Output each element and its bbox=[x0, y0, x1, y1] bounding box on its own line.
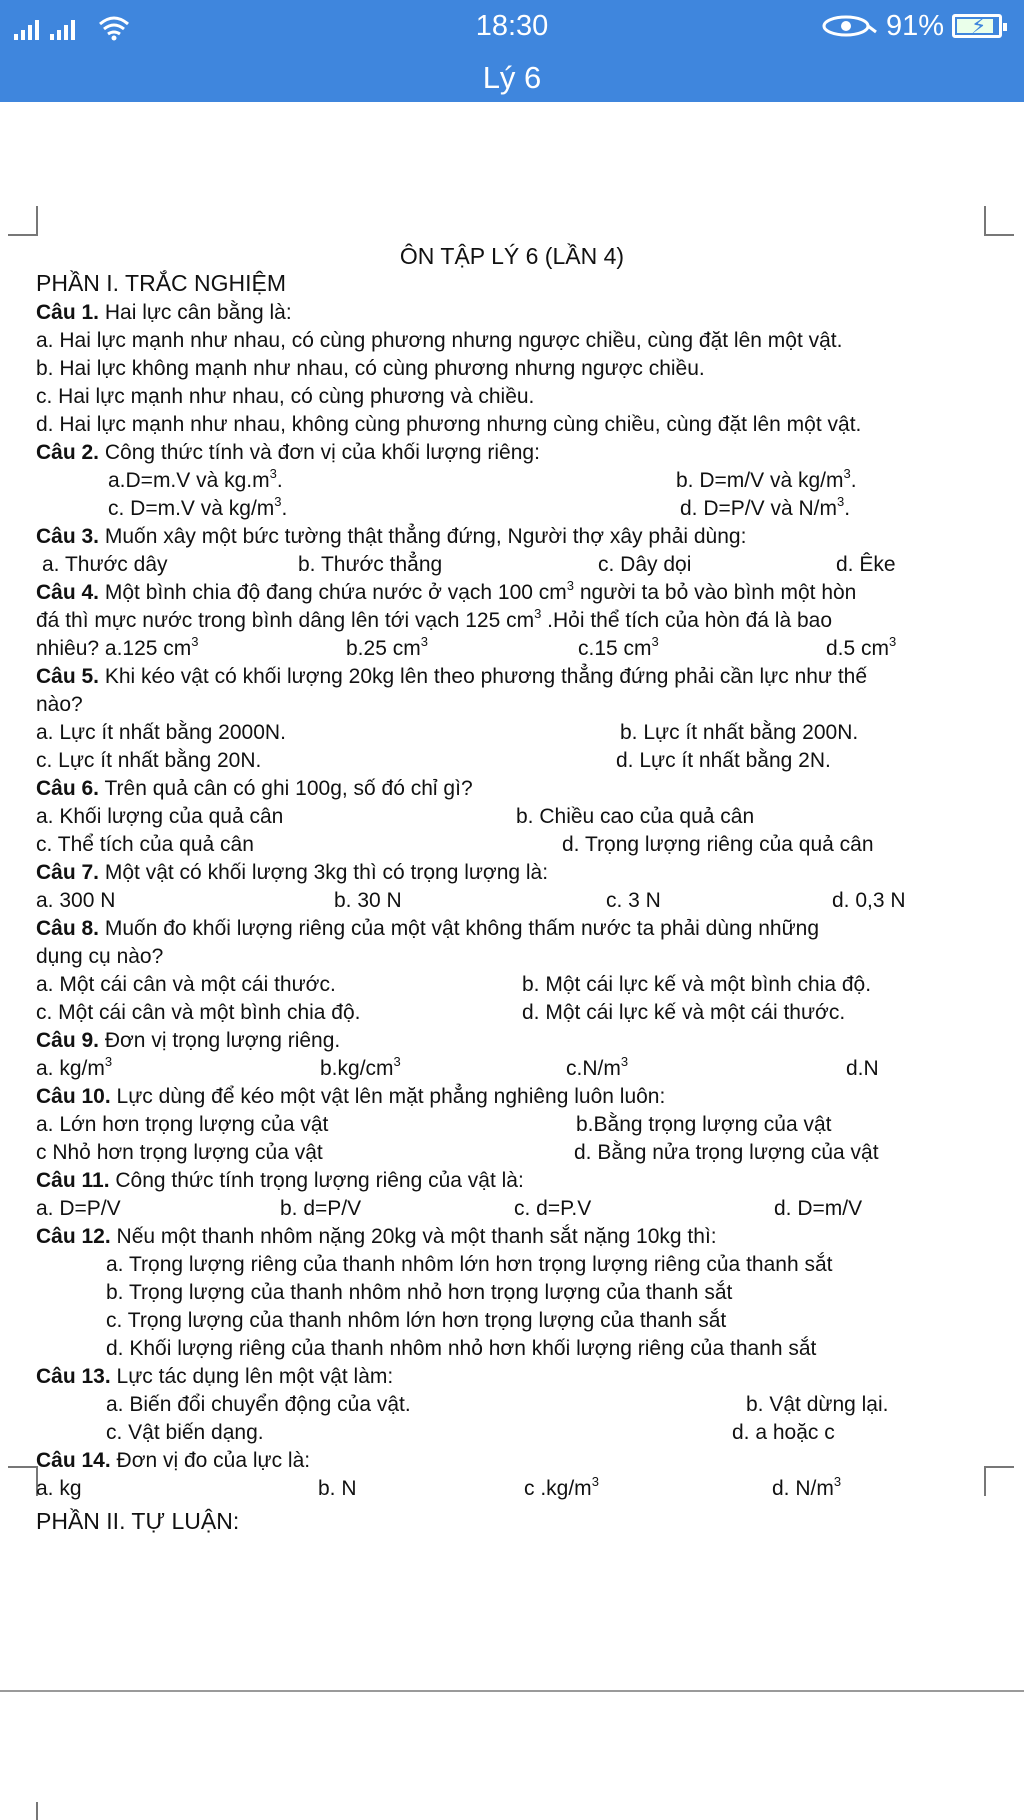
answer-12a: a. Trọng lượng riêng của thanh nhôm lớn hơn trọng lượng riêng của thanh sắt bbox=[106, 1253, 833, 1276]
answer-3d: d. Êke bbox=[836, 553, 896, 576]
page-title: Lý 6 bbox=[482, 60, 542, 95]
answer-13d: d. a hoặc c bbox=[732, 1421, 835, 1444]
answer-9b: $b.kg/cm^3$ bbox=[320, 1054, 401, 1080]
answer-10a: a. Lớn hơn trọng lượng của vật bbox=[36, 1113, 329, 1136]
page-corner-mark bbox=[984, 234, 1014, 236]
answer-2a: a.D=m.V và $kg.m^3$. bbox=[108, 466, 283, 492]
answer-8b: b. Một cái lực kế và một bình chia độ. bbox=[522, 973, 872, 996]
answer-9c: $c.N/m^3$ bbox=[566, 1054, 629, 1080]
question-9: Câu 9. Đơn vị trọng lượng riêng. bbox=[36, 1029, 341, 1052]
answer-9d: d.N bbox=[846, 1057, 879, 1080]
answer-3a: a. Thước dây bbox=[42, 553, 168, 576]
answer-4d: d.5 $cm^3$ bbox=[826, 634, 897, 660]
answer-14b: b. N bbox=[318, 1477, 357, 1500]
question-1: Câu 1. Hai lực cân bằng là: bbox=[36, 301, 292, 324]
question-8-line-2: dụng cụ nào? bbox=[36, 945, 164, 968]
answer-6a: a. Khối lượng của quả cân bbox=[36, 805, 284, 828]
question-3: Câu 3. Muốn xây một bức tường thật thẳng đứng, Người thợ xây phải dùng: bbox=[36, 525, 747, 548]
answer-5d: d. Lực ít nhất bằng 2N. bbox=[616, 749, 831, 772]
answer-7c: c. 3 N bbox=[606, 889, 661, 912]
page-corner-mark bbox=[36, 1802, 38, 1820]
section-heading-2: PHẦN II. TỰ LUẬN: bbox=[36, 1508, 240, 1534]
answer-7b: b. 30 N bbox=[334, 889, 402, 912]
question-8: Câu 8. Muốn đo khối lượng riêng của một vật không thấm nước ta phải dùng những bbox=[36, 917, 820, 940]
answer-14c: c $.kg/m^3$ bbox=[524, 1474, 599, 1500]
answer-4c: c.15 $cm^3$ bbox=[578, 634, 659, 660]
question-5: Câu 5. Khi kéo vật có khối lượng 20kg lên theo phương thẳng đứng phải cần lực như thế bbox=[36, 665, 868, 688]
answer-3c: c. Dây dọi bbox=[598, 553, 692, 576]
page-corner-mark bbox=[8, 1466, 38, 1468]
answer-6d: d. Trọng lượng riêng của quả cân bbox=[562, 833, 874, 856]
page-corner-mark bbox=[984, 206, 986, 236]
question-11: Câu 11. Công thức tính trọng lượng riêng của vật là: bbox=[36, 1169, 524, 1192]
answer-6b: b. Chiều cao của quả cân bbox=[516, 805, 755, 828]
answer-5b: b. Lực ít nhất bằng 200N. bbox=[620, 721, 859, 744]
question-5-line-2: nào? bbox=[36, 693, 83, 716]
battery-percent: 91% bbox=[886, 10, 945, 42]
answer-11a: a. D=P/V bbox=[36, 1197, 121, 1220]
answer-7d: d. 0,3 N bbox=[832, 889, 906, 912]
answer-1d: d. Hai lực mạnh như nhau, không cùng phương nhưng cùng chiều, cùng đặt lên một vật. bbox=[36, 413, 862, 436]
answer-4b: b.25 $cm^3$ bbox=[346, 634, 428, 660]
answer-12b: b. Trọng lượng của thanh nhôm nhỏ hơn trọng lượng của thanh sắt bbox=[106, 1281, 733, 1304]
question-14: Câu 14. Đơn vị đo của lực là: bbox=[36, 1449, 311, 1472]
answer-2d: d. D=P/V và $N/m^3$. bbox=[680, 494, 851, 520]
question-12: Câu 12. Nếu một thanh nhôm nặng 20kg và một thanh sắt nặng 10kg thì: bbox=[36, 1225, 717, 1248]
answer-10d: d. Bằng nửa trọng lượng của vật bbox=[574, 1141, 879, 1164]
answer-9a: a. $kg/m^3$ bbox=[36, 1054, 113, 1080]
battery-icon bbox=[952, 14, 1002, 38]
answer-11b: b. d=P/V bbox=[280, 1197, 362, 1220]
answer-11c: c. d=P.V bbox=[514, 1197, 592, 1220]
answer-5c: c. Lực ít nhất bằng 20N. bbox=[36, 749, 262, 772]
answer-6c: c. Thể tích của quả cân bbox=[36, 833, 254, 856]
question-6: Câu 6. Trên quả cân có ghi 100g, số đó chỉ gì? bbox=[36, 777, 473, 800]
answer-8a: a. Một cái cân và một cái thước. bbox=[36, 973, 336, 996]
question-13: Câu 13. Lực tác dụng lên một vật làm: bbox=[36, 1365, 394, 1388]
answer-5a: a. Lực ít nhất bằng 2000N. bbox=[36, 721, 286, 744]
answer-12d: d. Khối lượng riêng của thanh nhôm nhỏ hơn khối lượng riêng của thanh sắt bbox=[106, 1337, 817, 1360]
question-10: Câu 10. Lực dùng để kéo một vật lên mặt phẳng nghiêng luôn luôn: bbox=[36, 1085, 666, 1108]
answer-4a: nhiêu? a.125 $cm^3$ bbox=[36, 634, 199, 660]
question-2: Câu 2. Công thức tính và đơn vị của khối lượng riêng: bbox=[36, 441, 540, 464]
charging-icon: ⚡ bbox=[971, 13, 987, 38]
page-corner-mark bbox=[8, 234, 38, 236]
answer-1c: c. Hai lực mạnh như nhau, có cùng phương và chiều. bbox=[36, 385, 535, 408]
answer-8d: d. Một cái lực kế và một cái thước. bbox=[522, 1001, 846, 1024]
app-header bbox=[0, 0, 1024, 102]
answer-1a: a. Hai lực mạnh như nhau, có cùng phương nhưng ngược chiều, cùng đặt lên một vật. bbox=[36, 329, 843, 352]
answer-8c: c. Một cái cân và một bình chia độ. bbox=[36, 1001, 361, 1024]
document-title: ÔN TẬP LÝ 6 (LẦN 4) bbox=[399, 243, 625, 269]
answer-11d: d. D=m/V bbox=[774, 1197, 863, 1220]
answer-13c: c. Vật biến dạng. bbox=[106, 1421, 264, 1444]
section-heading-1: PHẦN I. TRẮC NGHIỆM bbox=[36, 270, 287, 296]
answer-14a: a. kg bbox=[36, 1477, 82, 1500]
answer-10c: c Nhỏ hơn trọng lượng của vật bbox=[36, 1141, 323, 1164]
answer-2b: b. D=m/V và $kg/m^3$. bbox=[676, 466, 857, 492]
answer-13a: a. Biến đổi chuyển động của vật. bbox=[106, 1393, 411, 1416]
page-separator bbox=[0, 1690, 1024, 1692]
answer-12c: c. Trọng lượng của thanh nhôm lớn hơn trọng lượng của thanh sắt bbox=[106, 1309, 727, 1332]
question-7: Câu 7. Một vật có khối lượng 3kg thì có trọng lượng là: bbox=[36, 861, 549, 884]
answer-3b: b. Thước thẳng bbox=[298, 553, 443, 576]
clock: 18:30 bbox=[475, 10, 549, 42]
eye-comfort-icon bbox=[820, 8, 884, 44]
answer-14d: d. $N/m^3$ bbox=[772, 1474, 842, 1500]
answer-7a: a. 300 N bbox=[36, 889, 116, 912]
page-corner-mark bbox=[36, 206, 38, 236]
answer-10b: b.Bằng trọng lượng của vật bbox=[576, 1113, 832, 1136]
question-4: Câu 4. Một bình chia độ đang chứa nước ở vạch 100 $cm^3$ người ta bỏ vào bình một hòn bbox=[36, 578, 857, 604]
answer-2c: c. D=m.V và $kg/m^3$. bbox=[108, 494, 288, 520]
answer-1b: b. Hai lực không mạnh như nhau, có cùng phương nhưng ngược chiều. bbox=[36, 357, 705, 380]
question-4-line-2: đá thì mực nước trong bình dâng lên tới vạch 125 $cm^3$ .Hỏi thể tích của hòn đá là bao bbox=[36, 606, 833, 632]
answer-13b: b. Vật dừng lại. bbox=[746, 1393, 889, 1416]
